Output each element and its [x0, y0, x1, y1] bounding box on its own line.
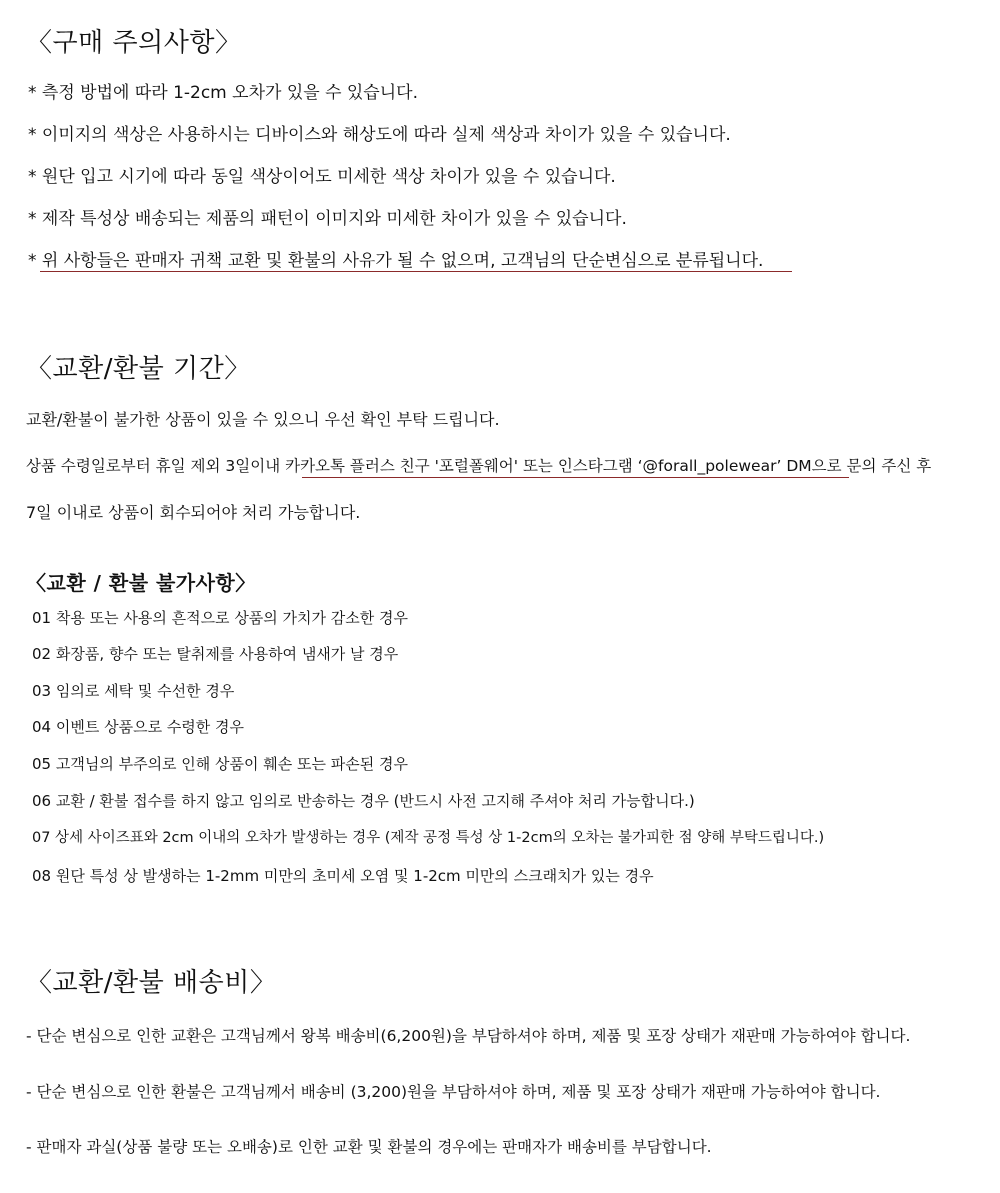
notice-emphasis-underline: [40, 271, 792, 272]
restriction-item-02: 02 화장품, 향수 또는 탈취제를 사용하여 냄새가 날 경우: [32, 645, 399, 663]
notice-line-2: * 이미지의 색상은 사용하시는 디바이스와 해상도에 따라 실제 색상과 차이가 있을 수 있습니다.: [28, 125, 731, 145]
period-contact-underline: [302, 477, 849, 478]
period-line-1: 교환/환불이 불가한 상품이 있을 수 있으니 우선 확인 부탁 드립니다.: [26, 410, 500, 429]
restriction-item-08: 08 원단 특성 상 발생하는 1-2mm 미만의 초미세 오염 및 1-2cm 미만의 스크래치가 있는 경우: [32, 867, 654, 885]
restriction-item-05: 05 고객님의 부주의로 인해 상품이 훼손 또는 파손된 경우: [32, 755, 409, 773]
shipping-title: 〈교환/환불 배송비〉: [26, 968, 277, 998]
shipping-line-3: - 판매자 과실(상품 불량 또는 오배송)로 인한 교환 및 환불의 경우에는 판매자가 배송비를 부담합니다.: [26, 1138, 712, 1156]
notice-line-4: * 제작 특성상 배송되는 제품의 패턴이 이미지와 미세한 차이가 있을 수 있습니다.: [28, 209, 627, 229]
restriction-item-06: 06 교환 / 환불 접수를 하지 않고 임의로 반송하는 경우 (반드시 사전 고지해 주셔야 처리 가능합니다.): [32, 792, 695, 810]
notice-line-3: * 원단 입고 시기에 따라 동일 색상이어도 미세한 색상 차이가 있을 수 있습니다.: [28, 167, 616, 187]
shipping-line-1: - 단순 변심으로 인한 교환은 고객님께서 왕복 배송비(6,200원)을 부담하셔야 하며, 제품 및 포장 상태가 재판매 가능하여야 합니다.: [26, 1027, 911, 1045]
notice-line-1: * 측정 방법에 따라 1-2cm 오차가 있을 수 있습니다.: [28, 83, 418, 103]
period-title: 〈교환/환불 기간〉: [26, 354, 251, 384]
restriction-item-01: 01 착용 또는 사용의 흔적으로 상품의 가치가 감소한 경우: [32, 609, 409, 627]
restrictions-title: 〈교환 / 환불 불가사항〉: [26, 571, 256, 595]
notice-line-5: * 위 사항들은 판매자 귀책 교환 및 환불의 사유가 될 수 없으며, 고객님의 단순변심으로 분류됩니다.: [28, 251, 764, 271]
shipping-line-2: - 단순 변심으로 인한 환불은 고객님께서 배송비 (3,200)원을 부담하셔야 하며, 제품 및 포장 상태가 재판매 가능하여야 합니다.: [26, 1083, 881, 1101]
restriction-item-04: 04 이벤트 상품으로 수령한 경우: [32, 718, 245, 736]
period-line-2: 상품 수령일로부터 휴일 제외 3일이내 카카오톡 플러스 친구 '포럴폴웨어' 또는 인스타그램 ‘@forall_polewear’ DM으로 문의 주신 후: [26, 457, 932, 475]
restriction-item-03: 03 임의로 세탁 및 수선한 경우: [32, 682, 235, 700]
restriction-item-07: 07 상세 사이즈표와 2cm 이내의 오차가 발생하는 경우 (제작 공정 특성 상 1-2cm의 오차는 불가피한 점 양해 부탁드립니다.): [32, 830, 825, 846]
notice-title: 〈구매 주의사항〉: [26, 28, 242, 58]
period-line-3: 7일 이내로 상품이 회수되어야 처리 가능합니다.: [26, 503, 361, 522]
